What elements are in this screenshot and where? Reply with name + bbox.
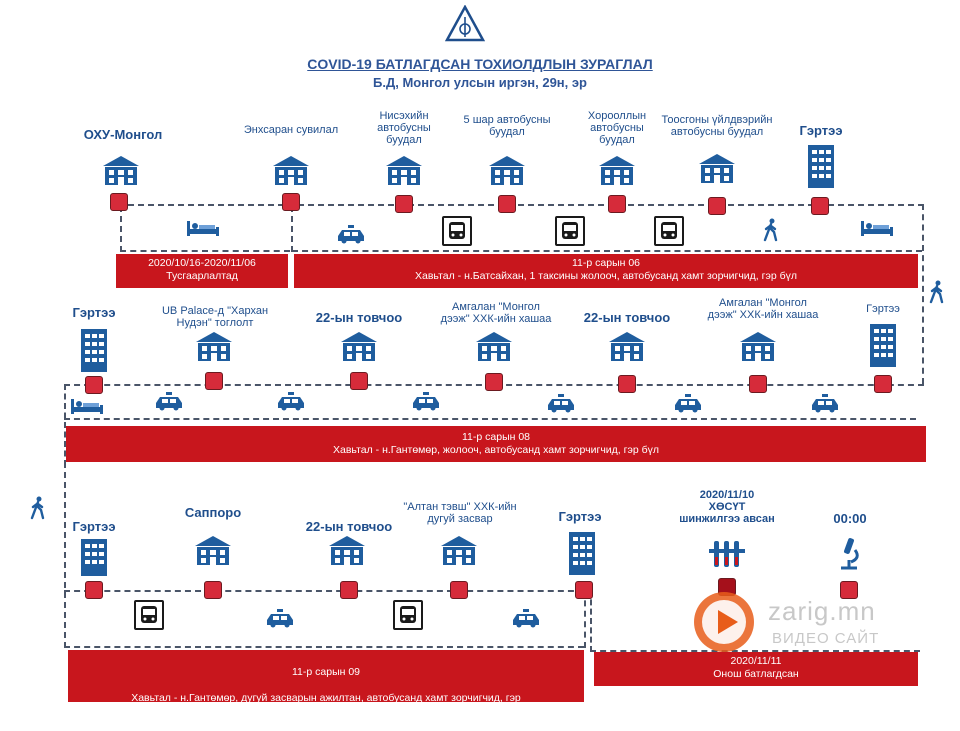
taxi-icon (336, 224, 366, 244)
building-icon (697, 152, 737, 184)
walking-person-icon (928, 280, 946, 304)
diagnosis-box (594, 652, 918, 686)
building-icon (193, 534, 233, 566)
location-node (205, 372, 223, 390)
row3-label-5: Гэртээ (558, 509, 602, 524)
route-line (120, 250, 290, 252)
location-node (618, 375, 636, 393)
taxi-icon (546, 393, 576, 413)
bed-icon (186, 219, 220, 237)
contact-date: 11-р сарын 09 (291, 666, 361, 678)
row3-label-7: 00:00 (833, 511, 867, 526)
apartment-icon (79, 537, 109, 577)
building-icon (271, 154, 311, 186)
route-line (590, 590, 592, 652)
bus-icon (134, 600, 164, 630)
diagnosis-date: 2020/11/11 (730, 655, 782, 667)
taxi-icon (265, 608, 295, 628)
row2-label-5: 22-ын товчоо (583, 310, 671, 325)
row2-label-3: 22-ын товчоо (315, 310, 403, 325)
location-node (498, 195, 516, 213)
play-icon (692, 590, 756, 654)
walking-person-icon (29, 496, 47, 520)
contact-text: Хавьтал - н.Гантөмөр, жолооч, автобусанд хамт зорчигчид, гэр бүл (333, 444, 659, 456)
building-icon (487, 154, 527, 186)
row1-label-4: 5 шар автобусны буудал (463, 114, 551, 138)
location-node (485, 373, 503, 391)
contact-box-nov08 (66, 426, 926, 462)
bed-icon (860, 219, 894, 237)
location-node (708, 197, 726, 215)
contact-box-nov09 (68, 650, 584, 717)
row3-label-1: Гэртээ (72, 519, 116, 534)
route-line (922, 204, 924, 384)
building-icon (101, 154, 141, 186)
building-icon (194, 330, 234, 362)
route-line (64, 646, 584, 648)
taxi-icon (673, 393, 703, 413)
row2-label-1: Гэртээ (72, 305, 116, 320)
isolation-box (116, 254, 288, 288)
location-node (608, 195, 626, 213)
location-node (450, 581, 468, 599)
apartment-icon (806, 143, 836, 189)
microscope-icon (835, 536, 863, 570)
isolation-dates: 2020/10/16-2020/11/06 (148, 257, 256, 269)
diagnosis-text: Онош батлагдсан (713, 668, 799, 680)
page-subtitle: Б.Д, Монгол улсын иргэн, 29н, эр (373, 75, 587, 90)
location-node (204, 581, 222, 599)
bed-icon (70, 397, 104, 415)
apartment-icon (567, 530, 597, 576)
location-node (874, 375, 892, 393)
taxi-icon (411, 391, 441, 411)
location-node (749, 375, 767, 393)
contact-date: 11-р сарын 06 (571, 257, 641, 269)
building-icon (607, 330, 647, 362)
location-node (85, 376, 103, 394)
row1-label-1: ОХУ-Монгол (83, 127, 163, 142)
taxi-icon (154, 391, 184, 411)
route-line (292, 250, 922, 252)
row3-label-6: 2020/11/10 ХӨСҮТ шинжилгээ авсан (679, 489, 775, 525)
building-icon (327, 534, 367, 566)
taxi-icon (276, 391, 306, 411)
row1-label-6: Тоосгоны үйлдвэрийн автобусны буудал (661, 114, 773, 138)
taxi-icon (810, 393, 840, 413)
watermark (688, 590, 908, 654)
taxi-icon (511, 608, 541, 628)
route-line (64, 418, 916, 420)
row1-label-2: Энхсаран сувилал (243, 124, 339, 136)
building-icon (597, 154, 637, 186)
building-icon (738, 330, 778, 362)
location-node (811, 197, 829, 215)
location-node (575, 581, 593, 599)
bus-icon (654, 216, 684, 246)
route-line (291, 206, 293, 252)
location-node (395, 195, 413, 213)
row3-label-4: "Алтан тэвш" ХХК-ийн дугуй засвар (403, 501, 517, 525)
apartment-icon (79, 327, 109, 373)
row3-label-2: Саппоро (184, 505, 242, 520)
bus-icon (393, 600, 423, 630)
route-line (64, 590, 584, 592)
walking-person-icon (762, 218, 780, 242)
location-node (85, 581, 103, 599)
row1-label-7: Гэртээ (799, 123, 843, 138)
row3-label-3: 22-ын товчоо (305, 519, 393, 534)
row2-label-4: Амгалан "Монгол дээж" ХХК-ийн хашаа (440, 301, 552, 325)
row2-label-2: UB Palace-д "Хархан Нудэн" тоглолт (161, 305, 269, 329)
row1-label-3: Нисэхийн автобусны буудал (377, 110, 431, 146)
location-node (110, 193, 128, 211)
route-line (64, 462, 66, 648)
logo-icon (445, 5, 485, 43)
location-node (282, 193, 300, 211)
page-title: COVID-19 БАТЛАГДСАН ТОХИОЛДЛЫН ЗУРАГЛАЛ (307, 56, 653, 72)
location-node (340, 581, 358, 599)
route-line (120, 206, 122, 252)
row2-label-6: Амгалан "Монгол дээж" ХХК-ийн хашаа (707, 297, 819, 321)
contact-date: 11-р сарын 08 (461, 431, 531, 443)
watermark-name: zarig.mn (768, 596, 876, 626)
bus-icon (442, 216, 472, 246)
building-icon (439, 534, 479, 566)
row1-label-5: Хорооллын автобусны буудал (587, 110, 647, 146)
building-icon (384, 154, 424, 186)
contact-text: Хавьтал - н.Гантөмөр, дугуй засварын ажилтан, автобусанд хамт зорчигчид, гэр бүл (131, 692, 521, 717)
location-node (350, 372, 368, 390)
building-icon (474, 330, 514, 362)
apartment-icon (868, 322, 898, 368)
watermark-tagline: ВИДЕО САЙТ (772, 630, 880, 647)
test-tubes-icon (707, 537, 747, 569)
contact-text: Хавьтал - н.Батсайхан, 1 таксины жолооч, автобусанд хамт зорчигчид, гэр бүл (415, 270, 797, 282)
bus-icon (555, 216, 585, 246)
contact-box-nov06 (294, 254, 918, 288)
route-line (128, 204, 924, 206)
isolation-text: Тусгаарлалтад (166, 270, 238, 282)
row2-label-7: Гэртээ (866, 303, 900, 315)
building-icon (339, 330, 379, 362)
